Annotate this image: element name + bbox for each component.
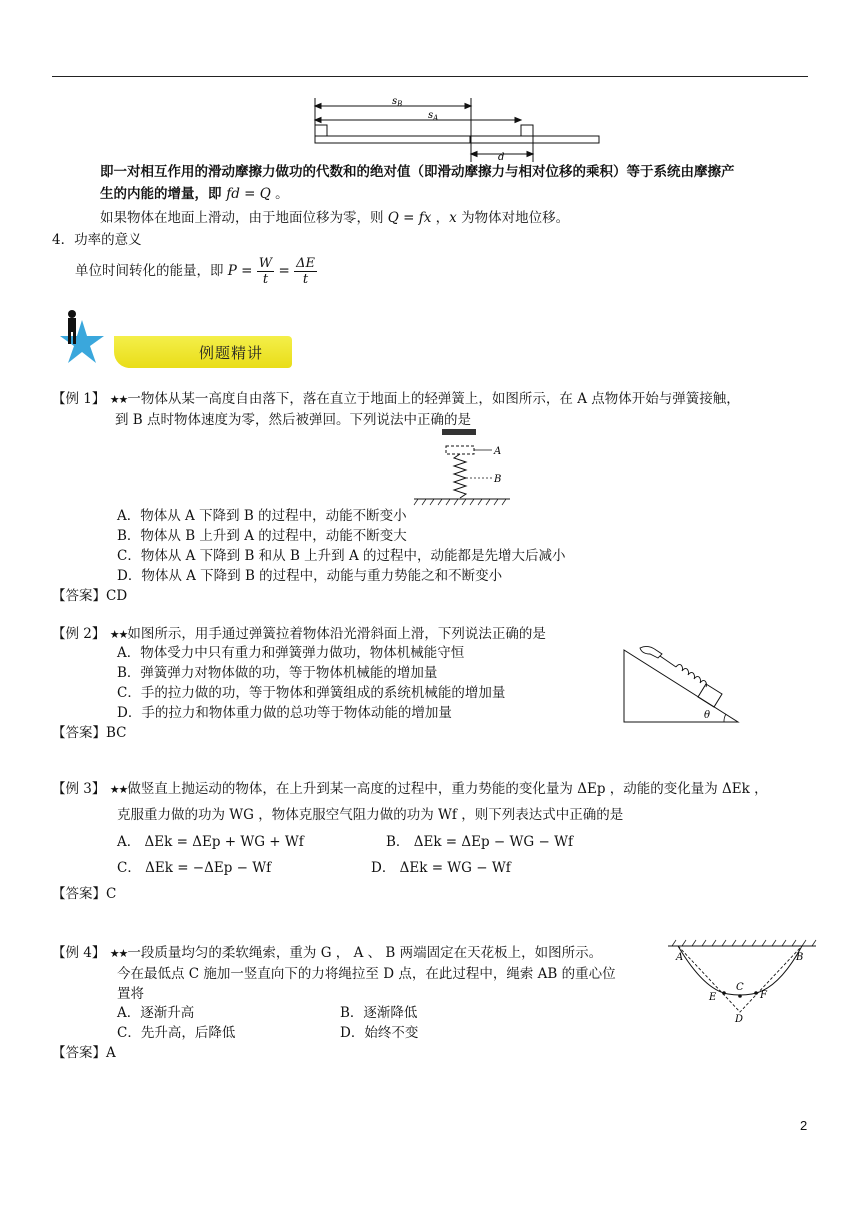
page-number: 2 [800, 1118, 808, 1133]
power-formula-line: 单位时间转化的能量，即 P = $\frac{W}{t}$ = $\frac{\Delta E}{t}$ [75, 256, 315, 287]
example-4-line-3: 置将 [117, 986, 144, 1002]
block-a-end [521, 125, 533, 136]
example-2-line-1: 【例 2】 ★★如图所示，用手通过弹簧拉着物体沿光滑斜面上滑，下列说法正确的是 [52, 626, 546, 642]
example-2-option-c: C．手的拉力做的功，等于物体和弹簧组成的系统机械能的增加量 [117, 685, 506, 701]
label-d: d [498, 152, 505, 163]
block-a-start [315, 125, 327, 136]
svg-text:B: B [494, 474, 502, 485]
header-rule [52, 76, 808, 77]
svg-text:B: B [796, 952, 804, 963]
svg-text:A: A [676, 952, 684, 963]
incline-figure [620, 640, 744, 726]
label-sA: $s_A$ [428, 110, 439, 122]
spring-icon [676, 664, 707, 687]
example-3-line-2: 克服重力做的功为 WG ，物体克服空气阻力做的功为 Wf ，则下列表达式中正确的是 [117, 807, 624, 823]
example-2-option-d: D．手的拉力和物体重力做的总功等于物体动能的增加量 [117, 705, 452, 721]
label-sB: $s_B$ [392, 96, 403, 108]
example-3-line-1: 【例 3】 ★★做竖直上抛运动的物体，在上升到某一高度的过程中，重力势能的变化量为 ΔEp ，动能的变化量为 ΔEk ， [52, 781, 768, 797]
rope-figure [664, 938, 820, 1024]
friction-line-1: 即一对相互作用的滑动摩擦力做功的代数和的绝对值（即滑动摩擦力与相对位移的乘积）等于系统由摩擦产 [100, 164, 735, 180]
example-2-option-a: A．物体受力中只有重力和弹簧弹力做功，物体机械能守恒 [117, 645, 465, 661]
example-1-option-c: C．物体从 A 下降到 B 和从 B 上升到 A 的过程中，动能都是先增大后减小 [117, 548, 566, 564]
fraction-deltaE-over-t: $\frac{\Delta E}{t}$ [296, 256, 315, 287]
example-3-option-b: B． ΔEk = ΔEp − WG − Wf [386, 834, 573, 850]
example-2-answer: 【答案】BC [52, 725, 127, 741]
example-1-option-a: A．物体从 A 下降到 B 的过程中，动能不断变小 [117, 508, 407, 524]
object-at-A [446, 446, 474, 454]
spring-figure [412, 428, 512, 506]
incline [624, 650, 738, 722]
svg-text:D: D [735, 1014, 744, 1024]
example-3-option-a: A． ΔEk = ΔEp + WG + Wf [117, 834, 304, 850]
banner-bar [114, 336, 292, 368]
example-1-option-d: D．物体从 A 下降到 B 的过程中，动能与重力势能之和不断变小 [117, 568, 503, 584]
board-a-start [315, 136, 470, 143]
relative-displacement-figure [300, 94, 610, 166]
example-4-line-2: 今在最低点 C 施加一竖直向下的力将绳拉至 D 点，在此过程中，绳索 AB 的重心位 [117, 966, 616, 982]
example-4-line-1: 【例 4】 ★★一段质量均匀的柔软绳索，重为 G ， A 、 B 两端固定在天花板上，如图所示。 [52, 945, 603, 961]
example-4-answer: 【答案】A [52, 1045, 116, 1061]
power-heading: 4．功率的意义 [52, 232, 142, 248]
svg-text:C: C [736, 982, 744, 993]
section-banner [52, 308, 264, 370]
star-person-icon [52, 308, 114, 370]
example-3-answer: 【答案】C [52, 886, 117, 902]
svg-text:θ: θ [704, 710, 711, 721]
example-1-line-1: 【例 1】 ★★一物体从某一高度自由落下，落在直立于地面上的轻弹簧上，如图所示，在 A 点物体开始与弹簧接触， [52, 391, 740, 407]
board-a-end [471, 136, 599, 143]
example-1-answer: 【答案】CD [52, 588, 128, 604]
fraction-w-over-t: $\frac{W}{t}$ [258, 256, 273, 287]
block [698, 684, 722, 707]
svg-text:A: A [494, 446, 502, 457]
example-4-option-c: C．先升高，后降低 [117, 1025, 236, 1041]
example-4-option-d: D．始终不变 [340, 1025, 419, 1041]
falling-object [442, 429, 476, 435]
svg-text:F: F [760, 990, 767, 1001]
friction-line-2: 生的内能的增量，即 fd = Q 。 [100, 186, 289, 202]
example-1-line-2: 到 B 点时物体速度为零，然后被弹回。下列说法中正确的是 [115, 412, 472, 428]
banner-title: 例题精讲 [199, 344, 264, 362]
spring [454, 454, 466, 498]
example-4-option-b: B．逐渐降低 [340, 1005, 418, 1021]
example-2-option-b: B．弹簧弹力对物体做的功，等于物体机械能的增加量 [117, 665, 438, 681]
ground-sliding-line: 如果物体在地面上滑动，由于地面位移为零，则 Q = fx ，x 为物体对地位移。 [100, 210, 570, 226]
hand-icon [640, 646, 662, 658]
example-3-option-d: D． ΔEk = WG − Wf [371, 860, 511, 876]
example-4-option-a: A．逐渐升高 [117, 1005, 195, 1021]
example-1-option-b: B．物体从 B 上升到 A 的过程中，动能不断变大 [117, 528, 407, 544]
example-3-option-c: C． ΔEk = −ΔEp − Wf [117, 860, 272, 876]
svg-text:E: E [709, 992, 717, 1003]
rope-pulled [678, 946, 802, 1012]
